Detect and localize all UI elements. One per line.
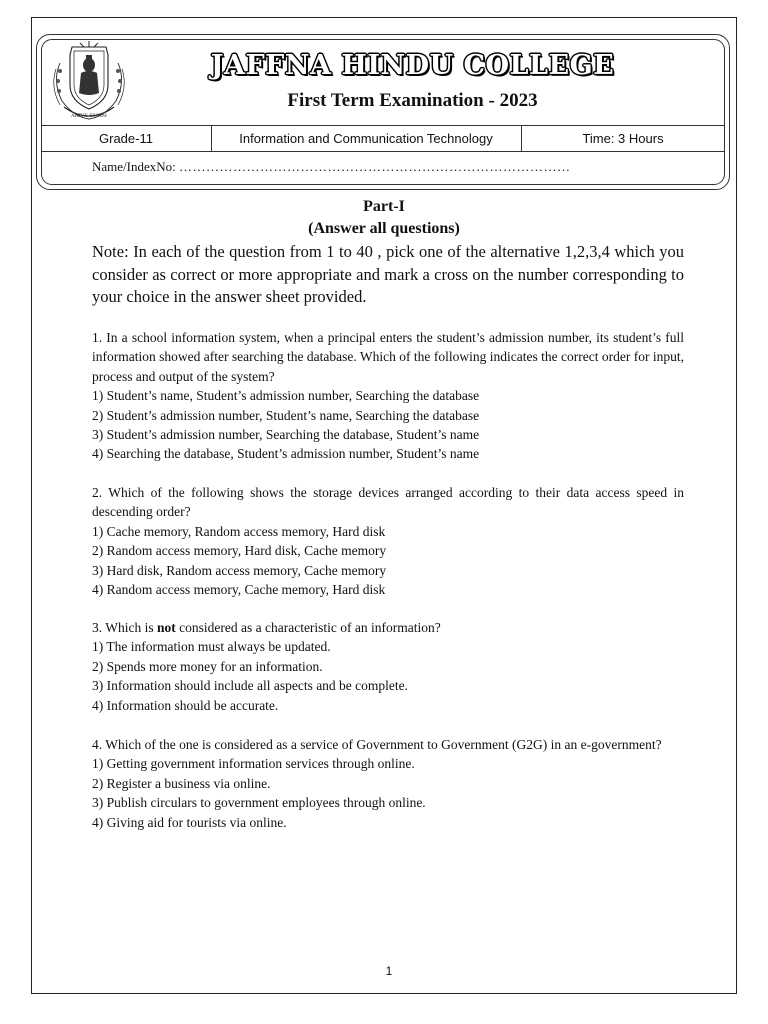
question-option: 3) Publish circulars to government employees through online. bbox=[92, 795, 426, 811]
question-option: 2) Student’s admission number, Student’s name, Searching the database bbox=[92, 407, 480, 423]
question-option: 1) Student’s name, Student’s admission number, Searching the database bbox=[92, 388, 480, 404]
part-subtitle: (Answer all questions) bbox=[308, 220, 460, 237]
college-crest-logo bbox=[46, 41, 132, 123]
crest-motto: ARIVE EMAM bbox=[71, 113, 107, 119]
question-option: 2) Register a business via online. bbox=[92, 775, 271, 791]
instructions-note: Note: In each of the question from 1 to 40 , pick one of the alternative 1,2,3,4 which you consider as correct or more appropriate and mark a cross on the number corresponding to your choice in the answer sheet provided. bbox=[92, 242, 684, 306]
question-stem: 2. Which of the following shows the storage devices arranged according to their data access speed in descending order? bbox=[92, 485, 684, 520]
question-stem-emphasis: not bbox=[157, 620, 176, 635]
time-label: Time: 3 Hours bbox=[582, 130, 664, 146]
subject-label: Information and Communication Technology bbox=[239, 130, 493, 146]
grade-label: Grade-11 bbox=[99, 130, 153, 146]
question-option: 3) Information should include all aspects and be complete. bbox=[92, 678, 409, 694]
question-option: 3) Hard disk, Random access memory, Cache memory bbox=[92, 562, 387, 578]
page-number: 1 bbox=[385, 964, 393, 978]
college-name: JAFFNA HINDU COLLEGE bbox=[210, 50, 615, 81]
question-stem: 4. Which of the one is considered as a service of Government to Government (G2G) in an e-government? bbox=[92, 737, 662, 752]
question-option: 4) Searching the database, Student’s admission number, Student’s name bbox=[92, 446, 480, 462]
question-option: 4) Random access memory, Cache memory, Hard disk bbox=[92, 582, 386, 598]
question-stem bbox=[92, 618, 684, 637]
exam-title: First Term Examination - 2023 bbox=[287, 90, 538, 111]
name-index-dots: …………………………………………………………………………… bbox=[179, 159, 571, 174]
question-option: 4) Giving aid for tourists via online. bbox=[92, 814, 287, 830]
question-option: 4) Information should be accurate. bbox=[92, 697, 279, 713]
part-title: Part-I bbox=[363, 198, 405, 215]
question-2 bbox=[92, 483, 684, 599]
name-index-label: Name/IndexNo: bbox=[92, 159, 176, 174]
question-option: 1) Cache memory, Random access memory, Hard disk bbox=[92, 523, 386, 539]
name-index-field[interactable] bbox=[92, 159, 571, 175]
question-stem: 1. In a school information system, when a principal enters the student’s admission number, its student’s full information showed after searching the database. Which of the following indicates the correct order for input, process and output of the system? bbox=[92, 330, 684, 384]
question-stem-text: considered as a characteristic of an information? bbox=[175, 620, 441, 635]
question-option: 1) The information must always be updated. bbox=[92, 639, 331, 655]
question-option: 2) Random access memory, Hard disk, Cache memory bbox=[92, 543, 387, 559]
question-option: 2) Spends more money for an information. bbox=[92, 658, 323, 674]
header-divider-bottom bbox=[41, 151, 725, 152]
question-1 bbox=[92, 328, 684, 464]
question-stem-text: 3. Which is bbox=[92, 620, 157, 635]
question-3 bbox=[92, 618, 684, 715]
question-option: 1) Getting government information services through online. bbox=[92, 756, 415, 772]
question-4 bbox=[92, 735, 684, 832]
question-option: 3) Student’s admission number, Searching the database, Student’s name bbox=[92, 427, 480, 443]
